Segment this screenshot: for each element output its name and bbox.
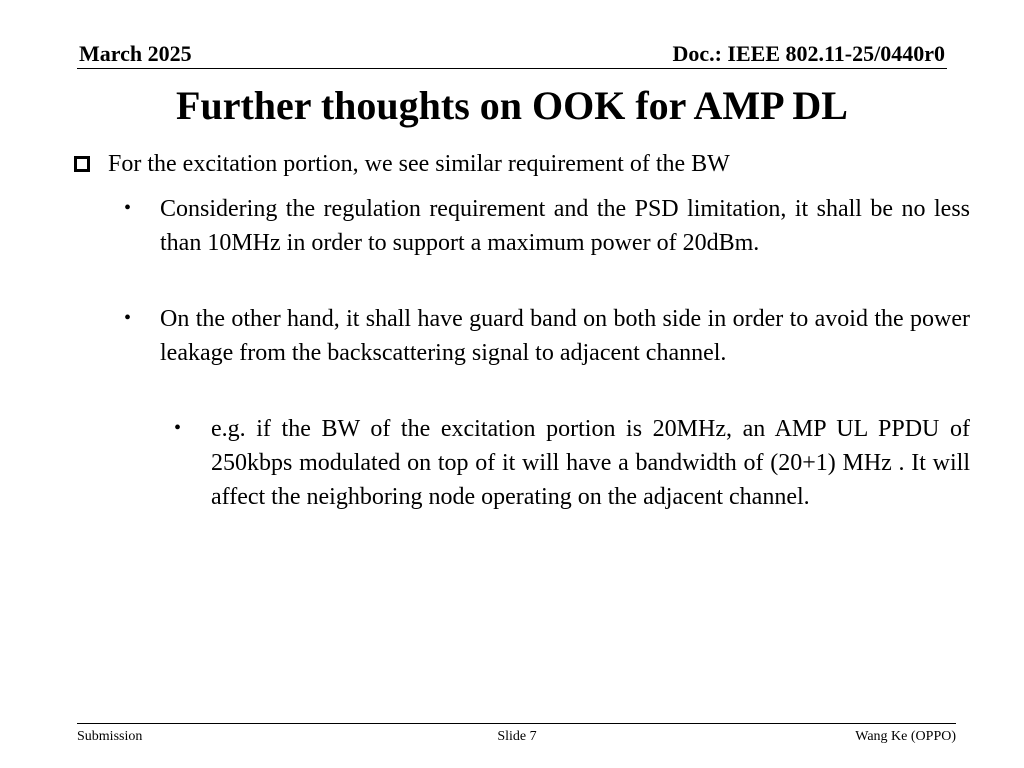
bullet-dot-icon: • bbox=[174, 417, 182, 439]
footer-slide-number: Slide 7 bbox=[497, 729, 537, 744]
slide-title: Further thoughts on OOK for AMP DL bbox=[176, 83, 848, 128]
bullet-level2-guard-band bbox=[160, 302, 970, 370]
bullet-level1 bbox=[108, 147, 968, 181]
bullet-level2-regulation bbox=[160, 192, 970, 260]
bullet-level2-text: Considering the regulation requirement and the PSD limitation, it shall be no less than 10MHz in order to support a maximum power of 20dBm. bbox=[160, 196, 970, 256]
bullet-level3-text: e.g. if the BW of the excitation portion is 20MHz, an AMP UL PPDU of 250kbps modulated on top of it will have a bandwidth of (20+1) MHz . It will affect the neighboring node operating on the adjacent channel. bbox=[211, 416, 970, 510]
footer-divider bbox=[77, 723, 956, 724]
hollow-square-bullet-icon bbox=[74, 156, 90, 172]
bullet-dot-icon: • bbox=[124, 307, 132, 329]
bullet-level2-text: On the other hand, it shall have guard band on both side in order to avoid the power leakage from the backscattering signal to adjacent channel. bbox=[160, 306, 970, 366]
header-date: March 2025 bbox=[79, 41, 192, 66]
bullet-dot-icon: • bbox=[124, 197, 132, 219]
bullet-level1-text: For the excitation portion, we see similar requirement of the BW bbox=[108, 151, 730, 177]
header-divider bbox=[77, 68, 947, 69]
footer-submission: Submission bbox=[77, 729, 143, 744]
header-doc-id: Doc.: IEEE 802.11-25/0440r0 bbox=[672, 41, 945, 66]
footer-author: Wang Ke (OPPO) bbox=[855, 729, 956, 744]
bullet-level3-example bbox=[211, 412, 970, 514]
